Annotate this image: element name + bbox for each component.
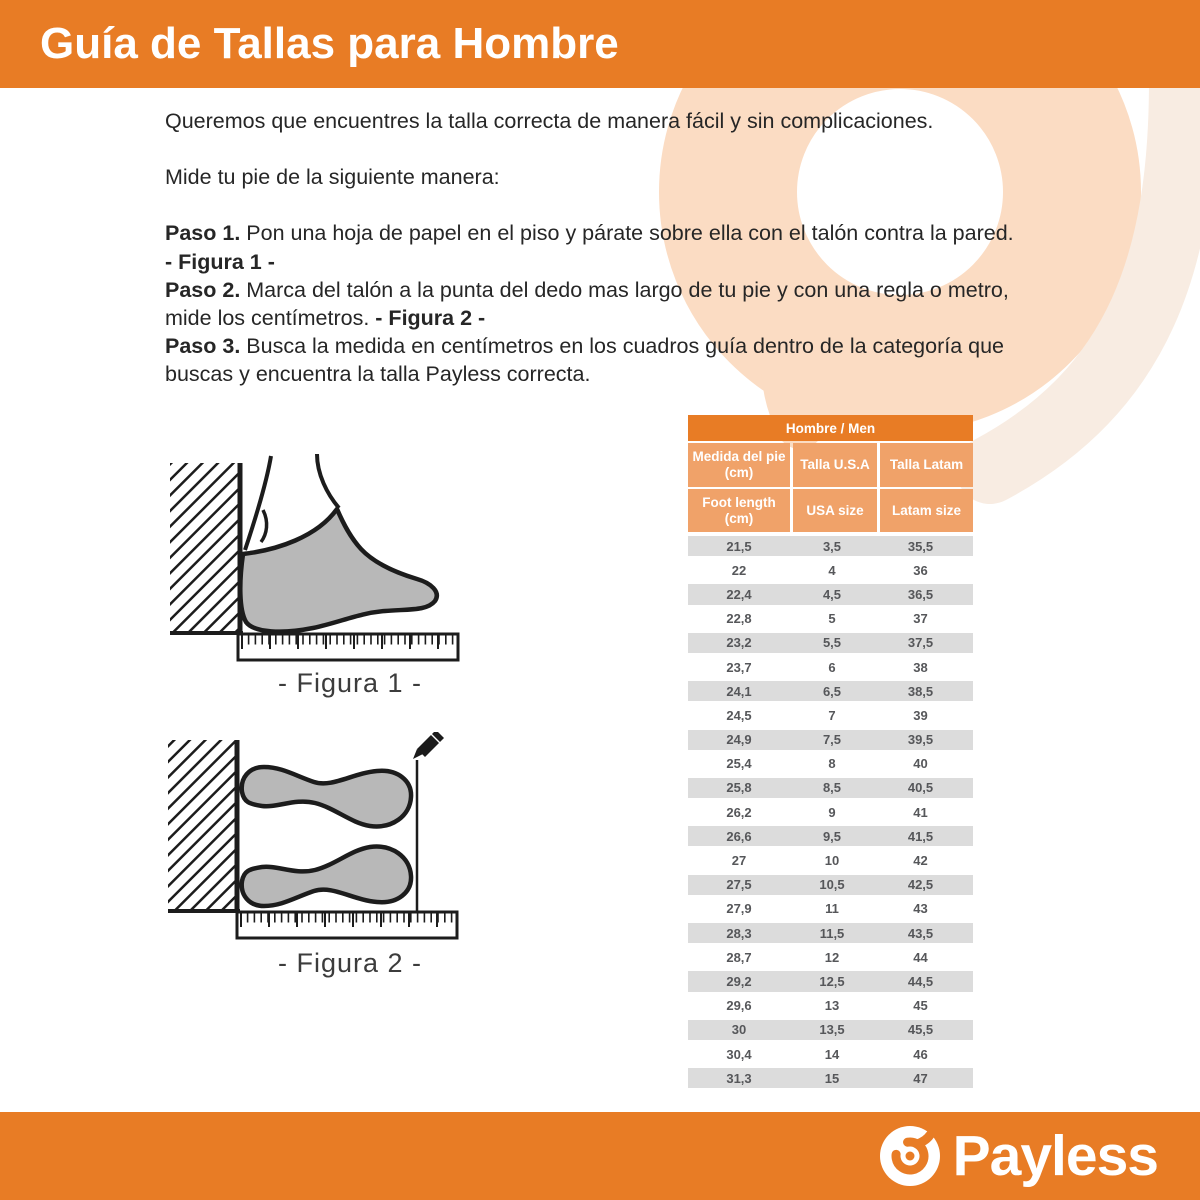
table-cell: 45,5 xyxy=(907,1022,934,1038)
column-header: Medida del pie (cm) xyxy=(688,443,790,487)
step-1-text: Pon una hoja de papel en el piso y párate sobre ella con el talón contra la pared. xyxy=(240,221,1014,246)
table-cell: 13,5 xyxy=(819,1022,845,1038)
table-cell: 30,4 xyxy=(726,1046,752,1062)
table-cell: 27 xyxy=(731,853,747,869)
table-row xyxy=(688,558,973,582)
table-cell: 38 xyxy=(913,659,928,675)
payless-logo-icon xyxy=(879,1125,941,1187)
table-row xyxy=(688,848,973,872)
table-row xyxy=(688,824,973,848)
step-3 xyxy=(165,332,1015,388)
table-row xyxy=(688,752,973,776)
wall-hatch xyxy=(168,740,237,912)
table-cell: 25,4 xyxy=(726,756,752,772)
step-2-label: Paso 2. xyxy=(165,277,241,302)
table-cell: 31,3 xyxy=(726,1070,752,1086)
table-title: Hombre / Men xyxy=(688,415,973,441)
table-header-spanish xyxy=(688,443,973,487)
table-cell: 3,5 xyxy=(822,538,842,554)
table-cell: 27,5 xyxy=(726,877,752,893)
step-2 xyxy=(165,276,1015,332)
table-cell: 24,5 xyxy=(726,707,752,723)
table-cell: 28,3 xyxy=(726,925,752,941)
column-header: Foot length (cm) xyxy=(688,489,790,532)
table-row xyxy=(688,921,973,945)
table-cell: 30 xyxy=(731,1022,747,1038)
table-row xyxy=(688,776,973,800)
table-cell: 4,5 xyxy=(822,586,842,602)
table-cell: 47 xyxy=(913,1070,928,1086)
table-row xyxy=(688,873,973,897)
table-cell: 36 xyxy=(913,562,928,578)
table-cell: 21,5 xyxy=(726,538,752,554)
table-row xyxy=(688,631,973,655)
instructions xyxy=(165,107,1015,389)
brand-wordmark: Payless xyxy=(952,1124,1158,1188)
figure-2-illustration xyxy=(165,732,465,947)
figure-2-caption: - Figura 2 - xyxy=(277,948,423,978)
step-1 xyxy=(165,219,1015,275)
table-cell: 37,5 xyxy=(907,635,934,651)
step-1-label: Paso 1. xyxy=(165,221,241,246)
table-row xyxy=(688,945,973,969)
table-cell: 14 xyxy=(824,1046,840,1062)
table-cell: 8,5 xyxy=(822,780,842,796)
table-cell: 22,4 xyxy=(726,586,752,602)
step-1-figure-ref: - Figura 1 - xyxy=(165,249,275,274)
table-row xyxy=(688,994,973,1018)
header-banner xyxy=(0,0,1200,88)
table-cell: 44,5 xyxy=(907,973,934,989)
table-cell: 26,2 xyxy=(726,804,752,820)
table-cell: 40 xyxy=(913,756,928,772)
table-cell: 10 xyxy=(824,853,840,869)
table-cell: 7 xyxy=(828,707,836,723)
footprint-bottom xyxy=(242,847,411,906)
table-row xyxy=(688,655,973,679)
table-cell: 9,5 xyxy=(822,828,842,844)
table-cell: 36,5 xyxy=(907,586,934,602)
footprint-top xyxy=(242,767,411,826)
column-header: Talla U.S.A xyxy=(793,443,877,487)
table-row xyxy=(688,582,973,606)
table-row xyxy=(688,534,973,558)
step-2-text: Marca del talón a la punta del dedo mas largo de tu pie y con una regla o metro, mide los centímetros. xyxy=(165,277,1009,331)
table-cell: 7,5 xyxy=(822,732,842,748)
table-cell: 5,5 xyxy=(822,635,842,651)
table-row xyxy=(688,969,973,993)
table-cell: 6 xyxy=(828,659,836,675)
step-3-label: Paso 3. xyxy=(165,334,241,359)
table-cell: 39 xyxy=(913,707,928,723)
table-header-english xyxy=(688,489,973,532)
table-cell: 43,5 xyxy=(907,925,934,941)
table-cell: 24,1 xyxy=(726,683,752,699)
table-cell: 25,8 xyxy=(726,780,752,796)
column-header: USA size xyxy=(793,489,877,532)
table-cell: 6,5 xyxy=(822,683,842,699)
table-row xyxy=(688,1018,973,1042)
table-cell: 9 xyxy=(828,804,836,820)
table-cell: 44 xyxy=(913,949,928,965)
table-cell: 45 xyxy=(913,998,928,1014)
page-title: Guía de Tallas para Hombre xyxy=(40,19,619,68)
pencil-icon xyxy=(413,732,444,759)
table-cell: 15 xyxy=(824,1070,840,1086)
wall-hatch xyxy=(170,463,240,633)
intro-line-1: Queremos que encuentres la talla correcta de manera fácil y sin complicaciones. xyxy=(165,109,934,133)
table-row xyxy=(688,800,973,824)
table-cell: 29,2 xyxy=(726,973,752,989)
table-cell: 12,5 xyxy=(819,973,845,989)
table-cell: 41,5 xyxy=(907,828,934,844)
table-cell: 28,7 xyxy=(726,949,752,965)
foot-side xyxy=(240,509,436,632)
table-cell: 46 xyxy=(913,1046,928,1062)
table-cell: 23,2 xyxy=(726,635,752,651)
table-cell: 12 xyxy=(824,949,840,965)
table-row xyxy=(688,679,973,703)
table-cell: 10,5 xyxy=(819,877,845,893)
table-cell: 11 xyxy=(825,901,839,917)
table-cell: 42 xyxy=(913,853,928,869)
table-cell: 5 xyxy=(828,611,836,627)
table-cell: 8 xyxy=(828,756,836,772)
table-cell: 22,8 xyxy=(726,611,752,627)
step-3-text: Busca la medida en centímetros en los cuadros guía dentro de la categoría que buscas y encuentra la talla Payless correcta. xyxy=(165,334,1005,387)
column-header: Talla Latam xyxy=(880,443,973,487)
table-row xyxy=(688,607,973,631)
table-row xyxy=(688,1042,973,1066)
table-cell: 26,6 xyxy=(726,828,752,844)
table-row xyxy=(688,703,973,727)
table-cell: 39,5 xyxy=(907,732,934,748)
table-row xyxy=(688,1066,973,1090)
table-cell: 22 xyxy=(731,562,747,578)
footer-banner xyxy=(0,1112,1200,1200)
table-row xyxy=(688,897,973,921)
table-cell: 40,5 xyxy=(907,780,934,796)
table-cell: 42,5 xyxy=(907,877,934,893)
table-row xyxy=(688,728,973,752)
table-cell: 24,9 xyxy=(726,732,752,748)
table-cell: 43 xyxy=(913,901,928,917)
table-cell: 35,5 xyxy=(907,538,934,554)
table-cell: 27,9 xyxy=(726,901,752,917)
step-2-figure-ref: - Figura 2 - xyxy=(375,306,486,331)
column-header: Latam size xyxy=(880,489,973,532)
table-cell: 23,7 xyxy=(726,659,752,675)
table-cell: 37 xyxy=(913,611,928,627)
table-cell: 41 xyxy=(913,804,928,820)
figure-1-illustration xyxy=(165,452,465,667)
intro-line-2: Mide tu pie de la siguiente manera: xyxy=(165,165,500,190)
table-cell: 4 xyxy=(828,562,836,578)
size-table-body xyxy=(688,534,973,1090)
table-cell: 13 xyxy=(824,998,840,1014)
size-table xyxy=(688,415,973,1090)
table-cell: 38,5 xyxy=(907,683,934,699)
table-cell: 29,6 xyxy=(726,998,752,1014)
table-cell: 11,5 xyxy=(819,925,845,941)
figure-1-caption: - Figura 1 - xyxy=(277,668,423,698)
